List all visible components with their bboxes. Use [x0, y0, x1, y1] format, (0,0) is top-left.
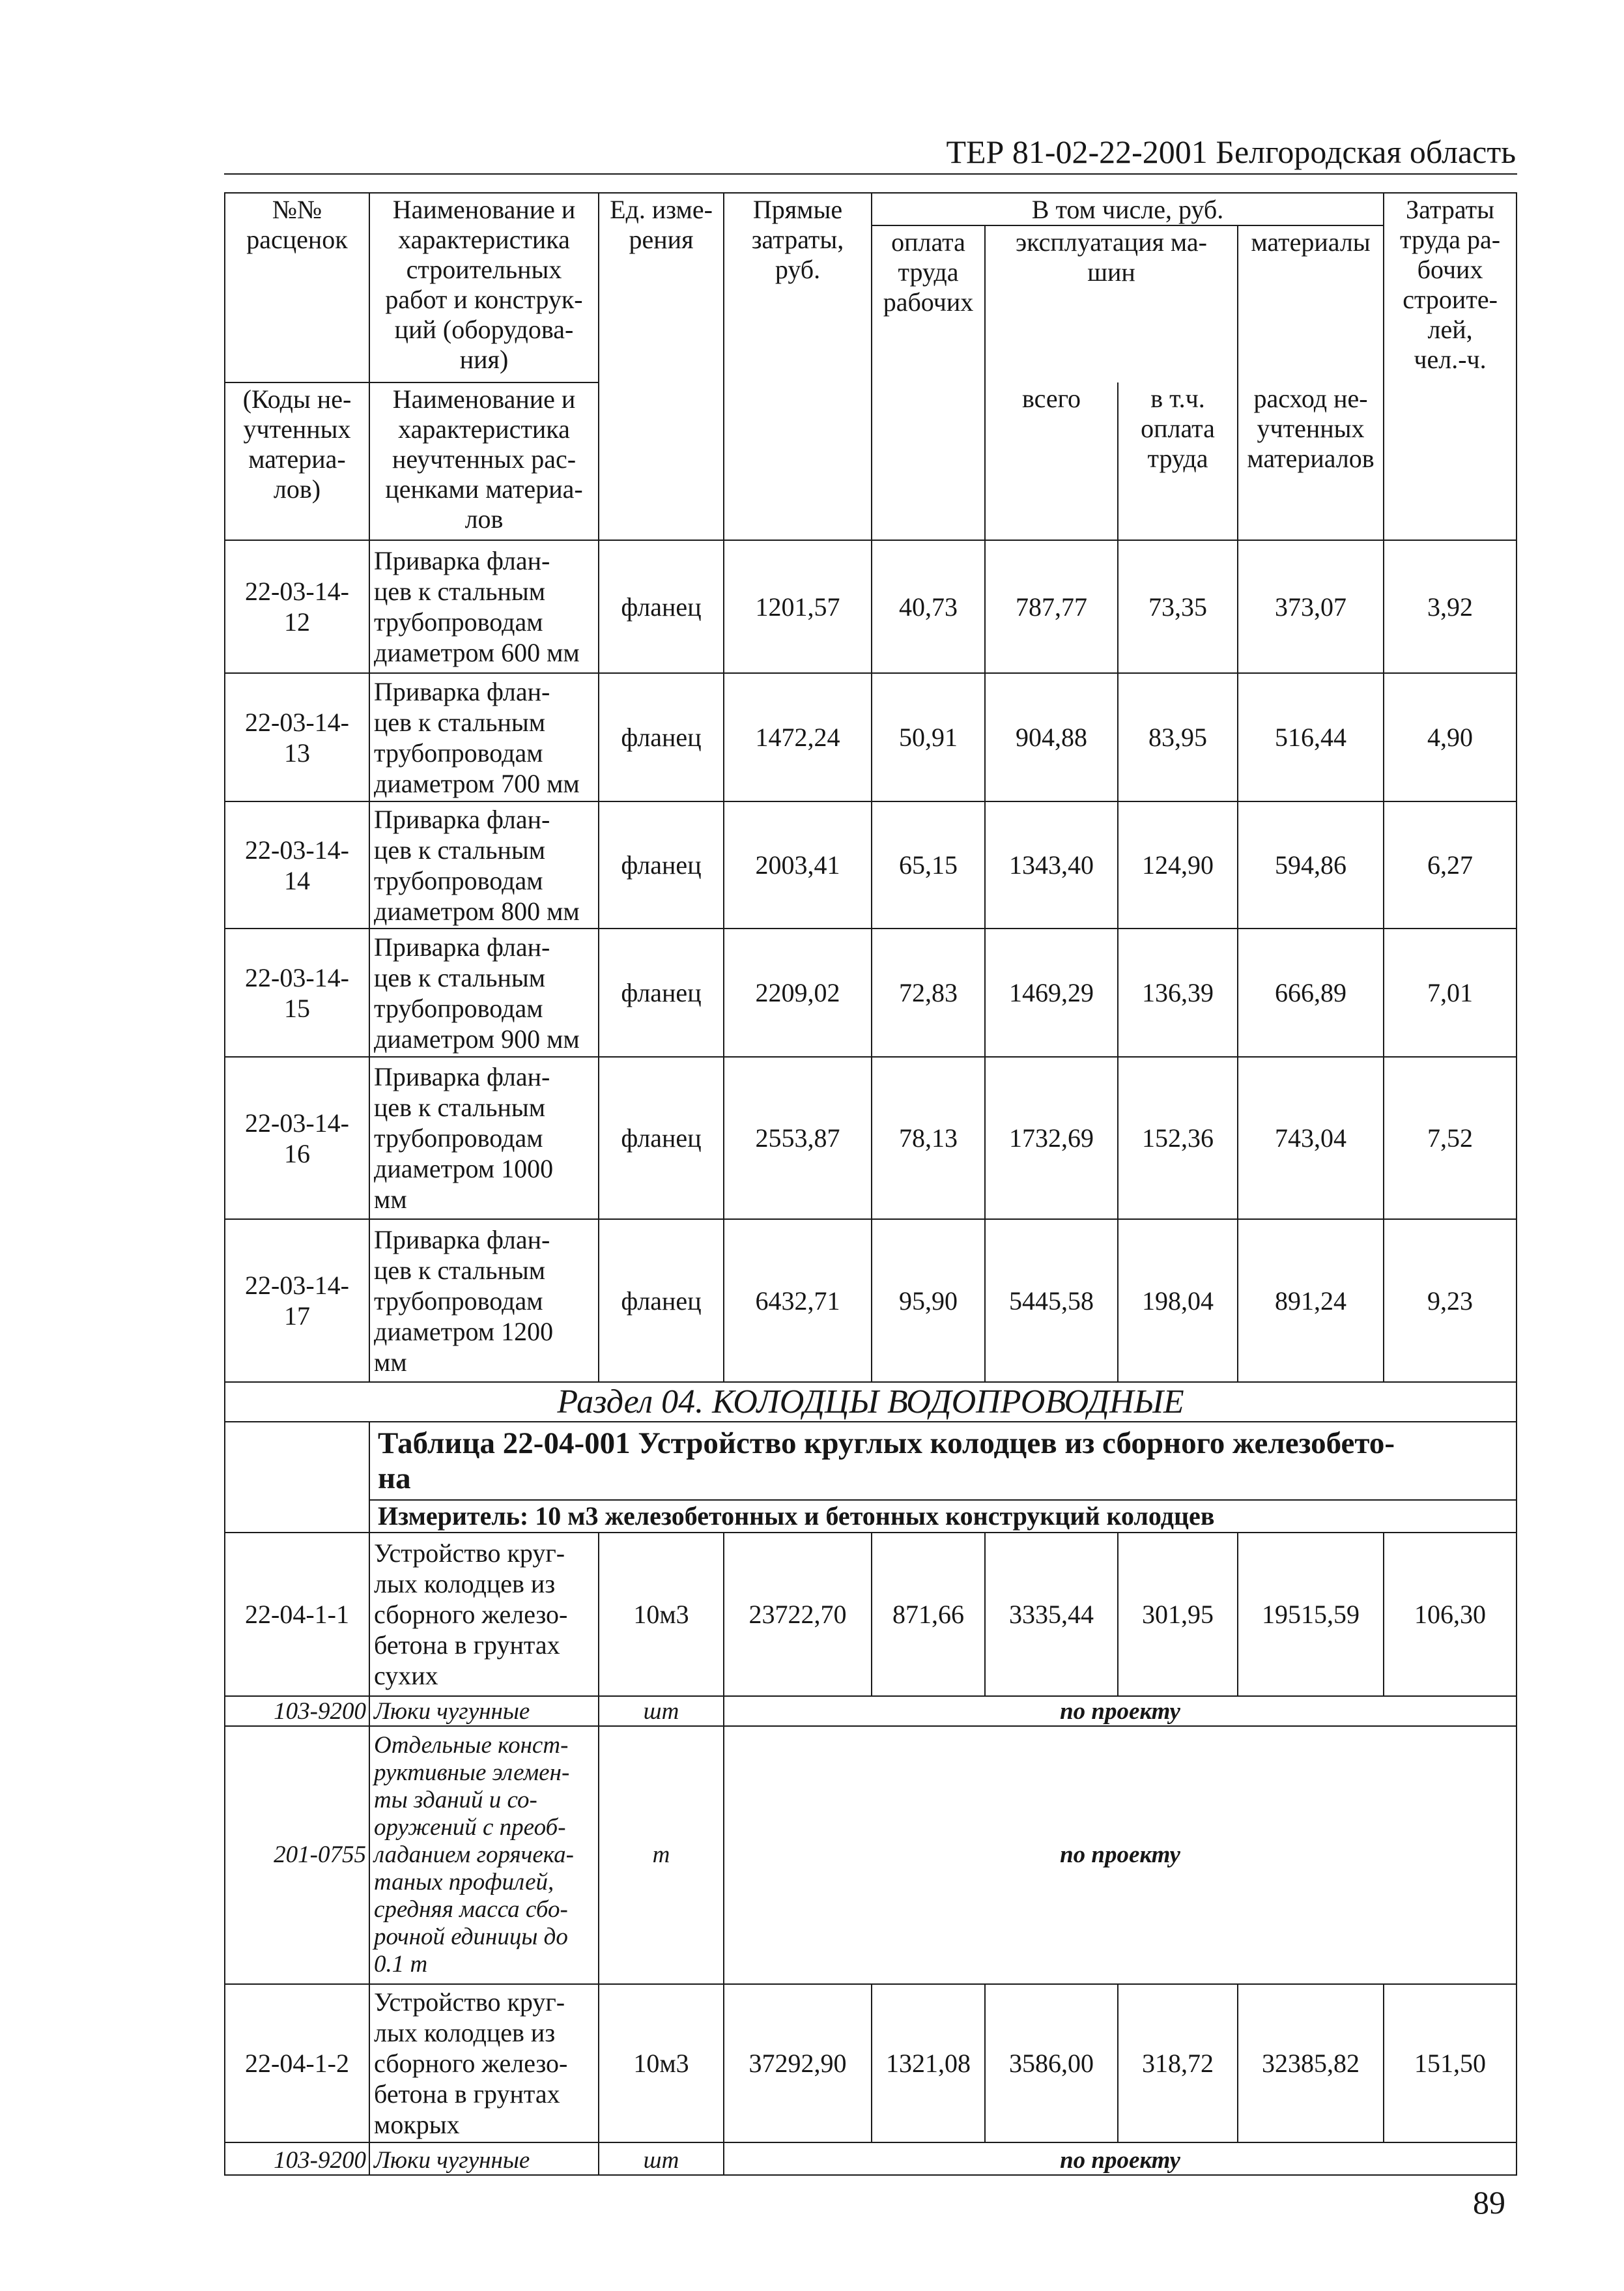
table-caption-row — [225, 1422, 1517, 1500]
rate-machines-wages: 83,95 — [1118, 673, 1238, 801]
rate-labor-wages: 72,83 — [872, 929, 985, 1057]
header-including: В том числе, руб. — [872, 193, 1384, 225]
rate-direct-costs: 1472,24 — [724, 673, 872, 801]
rate-labor-costs: 6,27 — [1384, 801, 1517, 929]
rate-labor-wages: 40,73 — [872, 540, 985, 673]
material-code: 103-9200 — [225, 1696, 369, 1726]
material-row — [225, 2142, 1517, 2175]
rate-labor-wages: 95,90 — [872, 1219, 985, 1382]
header-materials: материалы — [1238, 225, 1384, 382]
rate-direct-costs: 2209,02 — [724, 929, 872, 1057]
header-machine-operation: эксплуатация ма- шин — [985, 225, 1238, 382]
rate-materials: 666,89 — [1238, 929, 1384, 1057]
section-title: Раздел 04. КОЛОДЦЫ ВОДОПРОВОДНЫЕ — [225, 1382, 1517, 1422]
table-row — [225, 929, 1517, 1057]
running-header: ТЕР 81-02-22-2001 Белгородская область — [946, 134, 1516, 170]
rate-machines-wages: 152,36 — [1118, 1057, 1238, 1219]
rate-code: 22-03-14- 14 — [225, 801, 369, 929]
rate-machines-total: 1469,29 — [985, 929, 1118, 1057]
measure-row — [225, 1500, 1517, 1533]
material-row — [225, 1726, 1517, 1984]
table-row — [225, 540, 1517, 673]
rate-unit: фланец — [599, 540, 724, 673]
rate-code: 22-03-14- 13 — [225, 673, 369, 801]
header-material-names: Наименование и характеристика неучтенных рас- ценками материа- лов — [369, 382, 599, 540]
rate-code: 22-03-14- 15 — [225, 929, 369, 1057]
header-rate-code: №№ расценок — [225, 193, 369, 382]
rate-unit: 10м3 — [599, 1984, 724, 2142]
table-row — [225, 1057, 1517, 1219]
rate-machines-total: 3335,44 — [985, 1533, 1118, 1696]
rate-materials: 19515,59 — [1238, 1533, 1384, 1696]
header-direct-costs: Прямые затраты, руб. — [724, 193, 872, 540]
header-unit: Ед. изме- рения — [599, 193, 724, 540]
section-row — [225, 1382, 1517, 1422]
rate-name: Приварка флан- цев к стальным трубопроводам диаметром 600 мм — [369, 540, 599, 673]
rate-direct-costs: 2003,41 — [724, 801, 872, 929]
rate-labor-costs: 4,90 — [1384, 673, 1517, 801]
rate-code: 22-04-1-2 — [225, 1984, 369, 2142]
rate-labor-wages: 1321,08 — [872, 1984, 985, 2142]
rate-name: Приварка флан- цев к стальным трубопроводам диаметром 900 мм — [369, 929, 599, 1057]
rate-code: 22-04-1-1 — [225, 1533, 369, 1696]
material-row — [225, 1696, 1517, 1726]
rate-labor-wages: 78,13 — [872, 1057, 985, 1219]
header-machines-wages: в т.ч. оплата труда — [1118, 382, 1238, 540]
rate-machines-wages: 198,04 — [1118, 1219, 1238, 1382]
rate-labor-wages: 50,91 — [872, 673, 985, 801]
rate-labor-wages: 65,15 — [872, 801, 985, 929]
rate-direct-costs: 37292,90 — [724, 1984, 872, 2142]
rate-materials: 594,86 — [1238, 801, 1384, 929]
table-row — [225, 801, 1517, 929]
rate-machines-total: 5445,58 — [985, 1219, 1118, 1382]
table-caption: Таблица 22-04-001 Устройство круглых колодцев из сборного железобето- на — [369, 1422, 1517, 1500]
rate-code: 22-03-14- 16 — [225, 1057, 369, 1219]
rate-name: Приварка флан- цев к стальным трубопроводам диаметром 700 мм — [369, 673, 599, 801]
rate-unit: 10м3 — [599, 1533, 724, 1696]
rate-machines-wages: 318,72 — [1118, 1984, 1238, 2142]
rate-materials: 891,24 — [1238, 1219, 1384, 1382]
page-number: 89 — [1473, 2184, 1505, 2221]
material-name: Люки чугунные — [369, 2142, 599, 2175]
rate-machines-wages: 136,39 — [1118, 929, 1238, 1057]
header-labor-costs: Затраты труда ра- бочих строите- лей, чел.-ч. — [1384, 193, 1517, 540]
rate-name: Приварка флан- цев к стальным трубопроводам диаметром 1000 мм — [369, 1057, 599, 1219]
rate-name: Устройство круг- лых колодцев из сборного железо- бетона в грунтах сухих — [369, 1533, 599, 1696]
rate-direct-costs: 2553,87 — [724, 1057, 872, 1219]
rate-direct-costs: 1201,57 — [724, 540, 872, 673]
material-value: по проекту — [724, 2142, 1517, 2175]
rate-unit: фланец — [599, 1057, 724, 1219]
rate-labor-costs: 106,30 — [1384, 1533, 1517, 1696]
material-unit: т — [599, 1726, 724, 1984]
rate-direct-costs: 6432,71 — [724, 1219, 872, 1382]
table-row — [225, 1984, 1517, 2142]
header-row — [225, 193, 1517, 225]
rate-unit: фланец — [599, 673, 724, 801]
rate-unit: фланец — [599, 801, 724, 929]
material-value: по проекту — [724, 1696, 1517, 1726]
rate-labor-costs: 9,23 — [1384, 1219, 1517, 1382]
rate-machines-wages: 301,95 — [1118, 1533, 1238, 1696]
rate-name: Приварка флан- цев к стальным трубопроводам диаметром 1200 мм — [369, 1219, 599, 1382]
material-name: Отдельные конст- руктивные элемен- ты зданий и со- оружений с преоб- ладанием горячека- таных профилей, средняя масса сбо- рочной единицы до 0.1 т — [369, 1726, 599, 1984]
rate-labor-costs: 7,52 — [1384, 1057, 1517, 1219]
rate-unit: фланец — [599, 929, 724, 1057]
material-unit: шт — [599, 2142, 724, 2175]
rate-machines-total: 787,77 — [985, 540, 1118, 673]
material-unit: шт — [599, 1696, 724, 1726]
material-name: Люки чугунные — [369, 1696, 599, 1726]
table-row — [225, 1533, 1517, 1696]
rate-machines-total: 3586,00 — [985, 1984, 1118, 2142]
table-row — [225, 1219, 1517, 1382]
rate-labor-costs: 151,50 — [1384, 1984, 1517, 2142]
rate-machines-total: 1343,40 — [985, 801, 1118, 929]
rate-machines-total: 1732,69 — [985, 1057, 1118, 1219]
rate-machines-wages: 73,35 — [1118, 540, 1238, 673]
header-materials-consumption: расход не- учтенных материалов — [1238, 382, 1384, 540]
rate-materials: 516,44 — [1238, 673, 1384, 801]
table-measure: Измеритель: 10 м3 железобетонных и бетонных конструкций колодцев — [369, 1500, 1517, 1533]
rate-labor-costs: 7,01 — [1384, 929, 1517, 1057]
header-work-name: Наименование и характеристика строительных работ и конструк- ций (оборудова- ния) — [369, 193, 599, 382]
header-machines-total: всего — [985, 382, 1118, 540]
header-rule — [224, 173, 1517, 175]
rate-materials: 32385,82 — [1238, 1984, 1384, 2142]
rate-code: 22-03-14- 17 — [225, 1219, 369, 1382]
rate-machines-wages: 124,90 — [1118, 801, 1238, 929]
rate-code: 22-03-14- 12 — [225, 540, 369, 673]
material-code: 201-0755 — [225, 1726, 369, 1984]
header-material-codes: (Коды не- учтенных материа- лов) — [225, 382, 369, 540]
rates-table — [224, 192, 1517, 2176]
rate-name: Приварка флан- цев к стальным трубопроводам диаметром 800 мм — [369, 801, 599, 929]
rate-labor-wages: 871,66 — [872, 1533, 985, 1696]
header-labor-wages: оплата труда рабочих — [872, 225, 985, 540]
caption-code-cell — [225, 1422, 369, 1533]
material-code: 103-9200 — [225, 2142, 369, 2175]
rate-materials: 743,04 — [1238, 1057, 1384, 1219]
rate-labor-costs: 3,92 — [1384, 540, 1517, 673]
rate-name: Устройство круг- лых колодцев из сборного железо- бетона в грунтах мокрых — [369, 1984, 599, 2142]
rate-materials: 373,07 — [1238, 540, 1384, 673]
material-value: по проекту — [724, 1726, 1517, 1984]
table-row — [225, 673, 1517, 801]
rate-direct-costs: 23722,70 — [724, 1533, 872, 1696]
rate-unit: фланец — [599, 1219, 724, 1382]
rate-machines-total: 904,88 — [985, 673, 1118, 801]
